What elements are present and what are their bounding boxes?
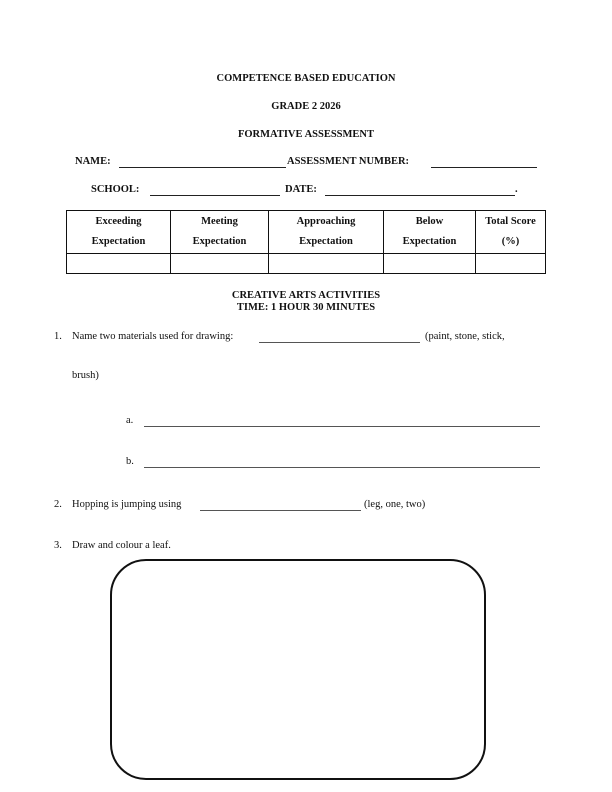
question-1b-label: b.: [126, 456, 134, 467]
date-end-dot: .: [515, 184, 518, 195]
question-1-text: Name two materials used for drawing:: [72, 331, 234, 342]
question-2-text: Hopping is jumping using: [72, 499, 182, 510]
question-1-options: (paint, stone, stick,: [425, 331, 505, 342]
assessment-number-label: ASSESSMENT NUMBER:: [287, 156, 410, 167]
question-2-blank[interactable]: [200, 510, 361, 511]
question-1b-answer-line[interactable]: [144, 467, 540, 468]
question-3-number: 3.: [54, 540, 62, 551]
date-field[interactable]: [325, 195, 515, 196]
name-label: NAME:: [75, 156, 111, 167]
score-table-row: [67, 254, 546, 274]
grade-year: GRADE 2 2026: [271, 101, 341, 112]
question-1-blank[interactable]: [259, 342, 420, 343]
score-exceeding[interactable]: [67, 254, 171, 274]
score-total[interactable]: [476, 254, 546, 274]
header-approaching: Approaching Expectation: [269, 211, 384, 254]
doc-title: COMPETENCE BASED EDUCATION: [216, 73, 396, 84]
question-2-number: 2.: [54, 499, 62, 510]
question-1-options-cont: brush): [72, 370, 99, 381]
section-title: CREATIVE ARTS ACTIVITIES: [231, 290, 381, 301]
score-below[interactable]: [384, 254, 476, 274]
score-table-header: [67, 211, 546, 254]
score-meeting[interactable]: [171, 254, 269, 274]
score-table: [66, 210, 546, 274]
question-1a-answer-line[interactable]: [144, 426, 540, 427]
header-below: Below Expectation: [384, 211, 476, 254]
question-3-text: Draw and colour a leaf.: [72, 540, 171, 551]
header-exceeding: Exceeding Expectation: [67, 211, 171, 254]
school-label: SCHOOL:: [91, 184, 140, 195]
assessment-number-field[interactable]: [431, 167, 537, 168]
header-total-score: Total Score (%): [476, 211, 546, 254]
name-field[interactable]: [119, 167, 286, 168]
section-time: TIME: 1 HOUR 30 MINUTES: [236, 302, 376, 313]
date-label: DATE:: [285, 184, 317, 195]
assessment-type: FORMATIVE ASSESSMENT: [237, 129, 375, 140]
score-approaching[interactable]: [269, 254, 384, 274]
question-2-options: (leg, one, two): [364, 499, 426, 510]
header-meeting: Meeting Expectation: [171, 211, 269, 254]
school-field[interactable]: [150, 195, 280, 196]
drawing-box[interactable]: [110, 559, 486, 780]
question-1-number: 1.: [54, 331, 62, 342]
question-1a-label: a.: [126, 415, 134, 426]
